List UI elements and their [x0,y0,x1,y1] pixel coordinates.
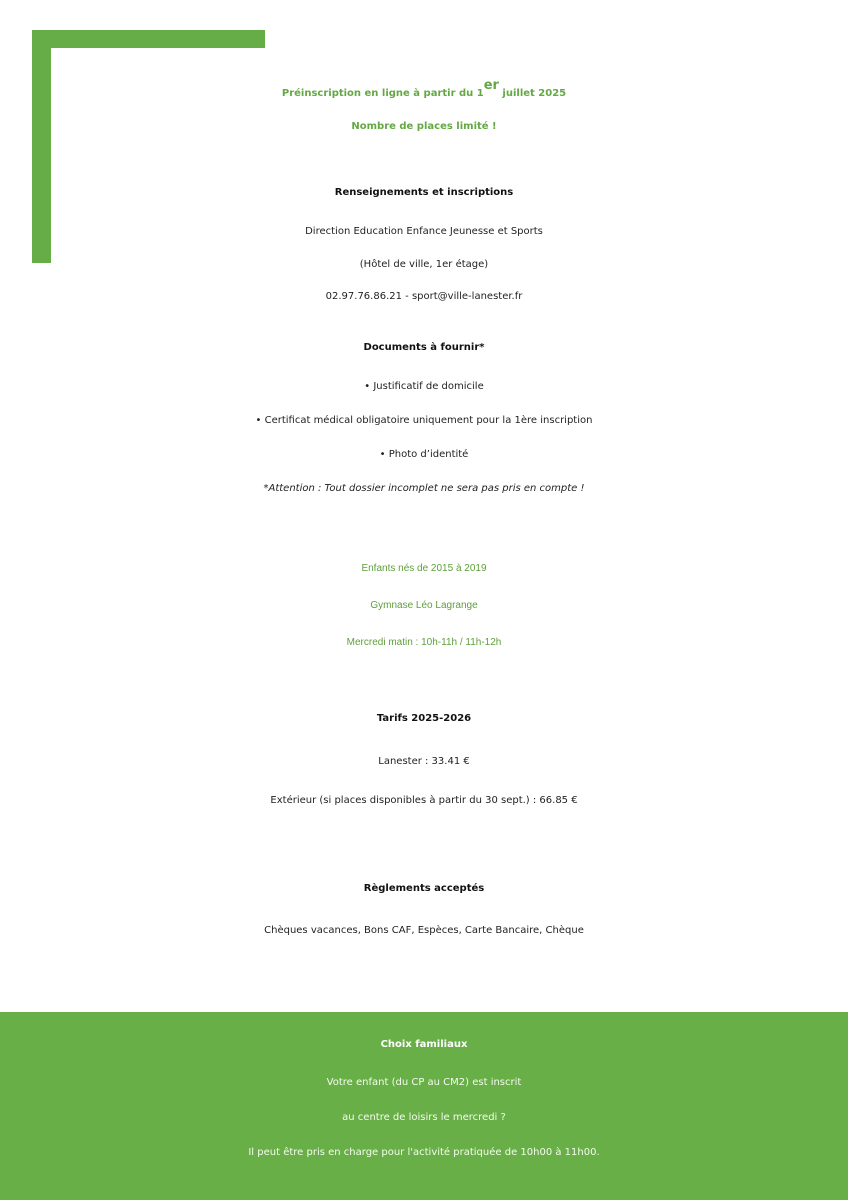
preinscription-superscript: er [483,78,499,93]
renseignements-line-1: Direction Education Enfance Jeunesse et Sports [305,226,543,237]
choix-line-1: Votre enfant (du CP au CM2) est inscrit [326,1077,522,1088]
reglements-line: Chèques vacances, Bons CAF, Espèces, Carte Bancaire, Chèque [264,925,584,936]
preinscription-line [0,78,848,100]
activity-schedule-line: Mercredi matin : 10h-11h / 11h-12h [346,637,502,648]
corner-decoration-horizontal [32,30,265,48]
renseignements-heading: Renseignements et inscriptions [334,187,514,198]
preinscription-prefix: Préinscription en ligne à partir du 1 [281,88,484,100]
preinscription-suffix: juillet 2025 [498,88,567,100]
documents-note: *Attention : Tout dossier incomplet ne sera pas pris en compte ! [263,483,585,494]
tarifs-heading: Tarifs 2025-2026 [376,713,472,724]
places-limit-line: Nombre de places limité ! [351,121,497,132]
documents-heading: Documents à fournir* [363,342,485,353]
reglements-heading: Règlements acceptés [363,883,485,894]
choix-heading: Choix familiaux [380,1039,468,1050]
activity-age-line: Enfants nés de 2015 à 2019 [361,563,487,574]
choix-line-2: au centre de loisirs le mercredi ? [342,1112,506,1123]
choix-line-3: Il peut être pris en charge pour l'activité pratiquée de 10h00 à 11h00. [248,1147,600,1158]
activity-location-line: Gymnase Léo Lagrange [370,600,478,611]
tarif-lanester: Lanester : 33.41 € [378,756,470,767]
renseignements-line-2: (Hôtel de ville, 1er étage) [359,259,489,270]
document-item: • Certificat médical obligatoire uniquement pour la 1ère inscription [255,415,593,426]
document-item: • Photo d’identité [379,449,469,460]
document-item: • Justificatif de domicile [364,381,484,392]
contact-line: 02.97.76.86.21 - sport@ville-lanester.fr [325,291,523,302]
tarif-exterieur: Extérieur (si places disponibles à partir du 30 sept.) : 66.85 € [270,795,578,806]
